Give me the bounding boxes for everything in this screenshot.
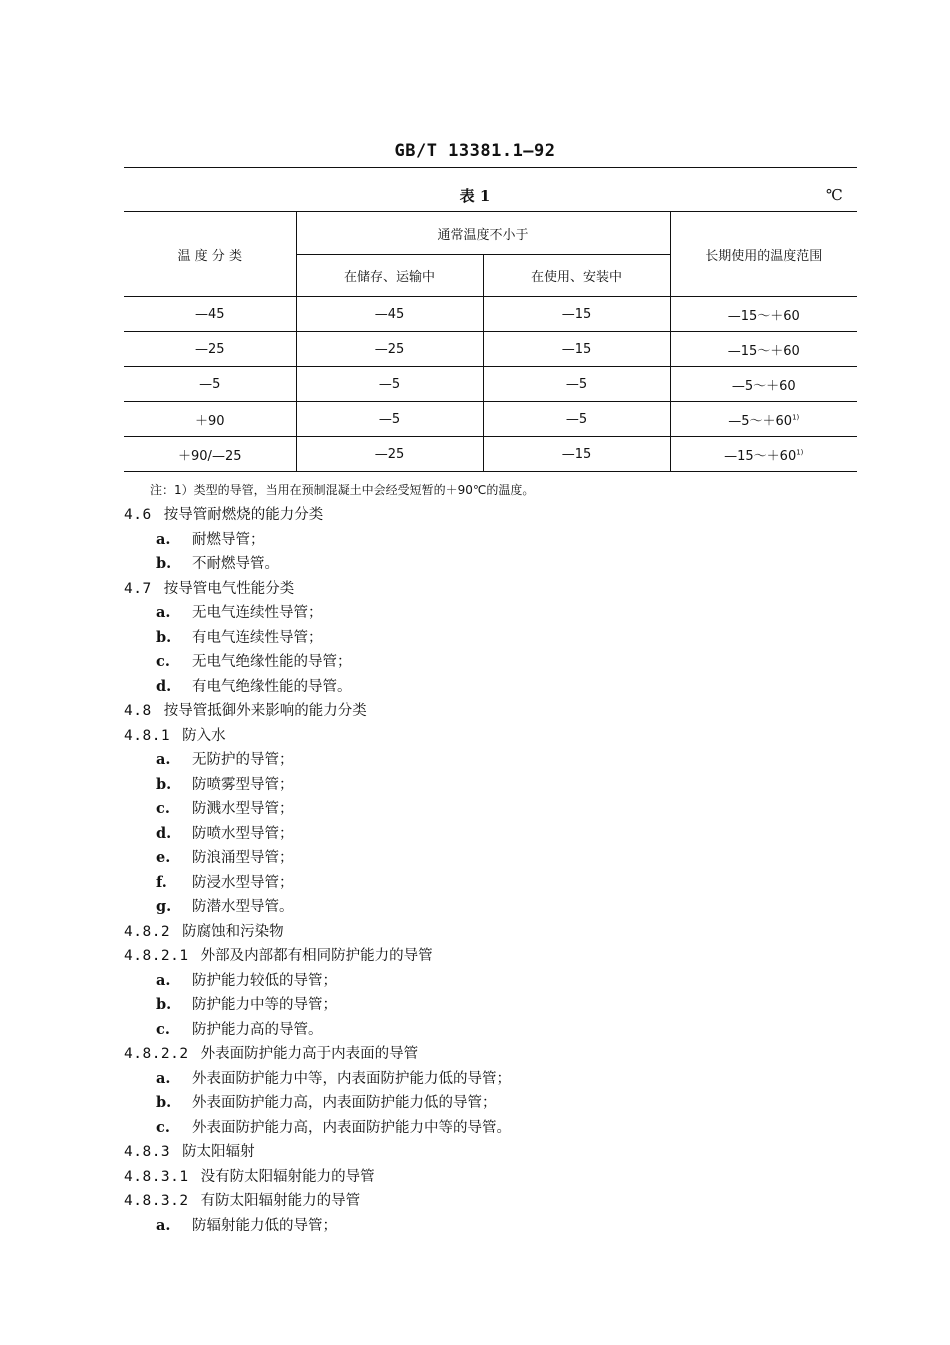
list-marker: b. [156,628,172,646]
temperature-table [124,211,857,472]
list-item-text: 无电气连续性导管； [192,605,323,621]
clause-title: 防太阳辐射 [182,1144,255,1160]
clause-number: 4.8.2.1 [124,948,189,964]
clause-number: 4.8 [124,703,152,719]
clause-title: 外部及内部都有相同防护能力的导管 [200,948,433,964]
list-marker: b. [156,996,172,1013]
list-item [156,1091,497,1112]
list-marker: b. [156,1094,172,1111]
list-item [156,773,294,794]
clause-title: 按导管抵御外来影响的能力分类 [163,703,367,719]
list-item-text: 外表面防护能力中等，内表面防护能力低的导管； [192,1070,511,1087]
cell-use: —15 [483,332,670,367]
clause-number: 4.7 [124,580,152,597]
list-item [156,895,294,916]
list-marker: a. [156,530,171,548]
list-item [156,650,352,671]
cell-range: —15～＋60 [670,297,857,332]
list-marker: e. [156,849,171,866]
clause-heading [124,699,367,720]
list-item [156,1067,511,1088]
list-marker: c. [156,1118,170,1136]
clause-number: 4.6 [124,507,152,523]
cell-storage: —45 [296,297,483,332]
list-item-text: 耐燃导管； [192,531,265,548]
clause-heading [124,920,284,941]
list-item [156,797,294,818]
cell-range: —15～＋60 [670,332,857,367]
table-row [124,367,857,402]
header-storage: 在储存、运输中 [296,255,483,297]
table-row [124,332,857,367]
clause-heading [124,944,433,965]
list-item-text: 不耐燃导管。 [192,556,279,572]
list-item-text: 防护能力高的导管。 [192,1021,323,1038]
clause-number: 4.8.3 [124,1144,171,1160]
header-category: 温 度 分 类 [124,212,296,297]
clause-title: 外表面防护能力高于内表面的导管 [200,1046,419,1062]
table-row [124,437,857,472]
cell-use: —15 [483,297,670,332]
list-marker: c. [156,800,170,817]
list-item [156,1214,337,1235]
clause-number: 4.8.2.2 [124,1046,189,1062]
cell-category: ＋90 [124,402,296,437]
clause-title: 按导管耐燃烧的能力分类 [163,507,324,523]
clause-heading [124,724,226,745]
list-item [156,822,294,843]
list-item-text: 防喷水型导管； [192,825,294,842]
cell-storage: —25 [296,437,483,472]
table-caption: 表 1 [459,187,491,205]
list-marker: c. [156,1020,170,1038]
list-item [156,1018,323,1039]
list-marker: f. [156,873,167,891]
table-row [124,402,857,437]
clause-title: 按导管电气性能分类 [163,580,295,597]
cell-category: —45 [124,297,296,332]
list-marker: a. [156,751,171,768]
list-marker: a. [156,971,171,989]
list-marker: a. [156,1069,171,1087]
clause-number: 4.8.2 [124,923,171,940]
table-row [124,297,857,332]
clause-heading [124,1165,375,1186]
clause-title: 防入水 [182,727,226,744]
clause-heading [124,577,294,598]
table-note: 注：1）类型的导管，当用在预制混凝土中会经受短暂的＋90℃的温度。 [150,483,535,497]
clause-number: 4.8.3.2 [124,1193,189,1209]
list-item-text: 防潜水型导管。 [192,899,294,915]
list-marker: b. [156,775,172,793]
clause-title: 防腐蚀和污染物 [182,923,284,940]
clause-title: 有防太阳辐射能力的导管 [200,1193,361,1209]
list-item [156,969,337,990]
header-normal-temp: 通常温度不小于 [296,212,670,255]
cell-use: —5 [483,402,670,437]
cell-use: —15 [483,437,670,472]
list-item [156,846,294,867]
cell-storage: —25 [296,332,483,367]
list-item [156,993,337,1014]
clause-number: 4.8.3.1 [124,1168,189,1185]
cell-range: —5～＋60 [670,367,857,402]
list-item-text: 防溅水型导管； [192,801,294,817]
table-unit: ℃ [826,186,843,204]
footnote-marker: 1) [796,448,804,457]
cell-storage: —5 [296,367,483,402]
list-item-text: 防浪涌型导管； [192,850,294,866]
list-item-text: 有电气绝缘性能的导管。 [192,678,352,695]
list-marker: d. [156,824,172,842]
list-item-text: 防护能力较低的导管； [192,972,337,989]
clause-heading [124,1140,255,1161]
list-marker: a. [156,1216,171,1234]
list-marker: a. [156,604,171,621]
standard-code-header: GB/T 13381.1—92 [394,141,556,161]
footnote-marker: 1) [792,413,800,422]
cell-category: ＋90/—25 [124,437,296,472]
clause-heading [124,1189,360,1210]
list-item [156,871,294,892]
clause-heading [124,503,323,524]
header-rule [124,167,857,168]
list-item [156,552,279,573]
list-item [156,528,265,549]
header-use: 在使用、安装中 [483,255,670,297]
clause-number: 4.8.1 [124,727,171,744]
cell-category: —25 [124,332,296,367]
header-longterm-range: 长期使用的温度范围 [670,212,857,297]
list-item-text: 防喷雾型导管； [192,776,294,793]
list-item [156,1116,511,1137]
cell-range: $—15\sim+60^{1)}$ [670,437,857,472]
list-item [156,748,294,769]
list-marker: c. [156,653,170,670]
table-header-row [124,212,857,255]
clause-heading [124,1042,418,1063]
list-item-text: 外表面防护能力高，内表面防护能力中等的导管。 [192,1119,511,1136]
list-marker: g. [156,898,172,915]
list-item [156,675,352,696]
list-item-text: 无防护的导管； [192,752,294,768]
list-item-text: 防辐射能力低的导管； [192,1217,337,1234]
list-item [156,626,323,647]
list-item-text: 外表面防护能力高，内表面防护能力低的导管； [192,1095,497,1111]
cell-storage: —5 [296,402,483,437]
cell-use: —5 [483,367,670,402]
list-item-text: 有电气连续性导管； [192,629,323,646]
list-item-text: 防护能力中等的导管； [192,997,337,1013]
cell-range: $—5\sim+60^{1)}$ [670,402,857,437]
list-item-text: 无电气绝缘性能的导管； [192,654,352,670]
list-item [156,601,323,622]
clause-title: 没有防太阳辐射能力的导管 [200,1168,375,1185]
list-marker: b. [156,555,172,572]
list-marker: d. [156,677,172,695]
list-item-text: 防浸水型导管； [192,874,294,891]
cell-category: —5 [124,367,296,402]
